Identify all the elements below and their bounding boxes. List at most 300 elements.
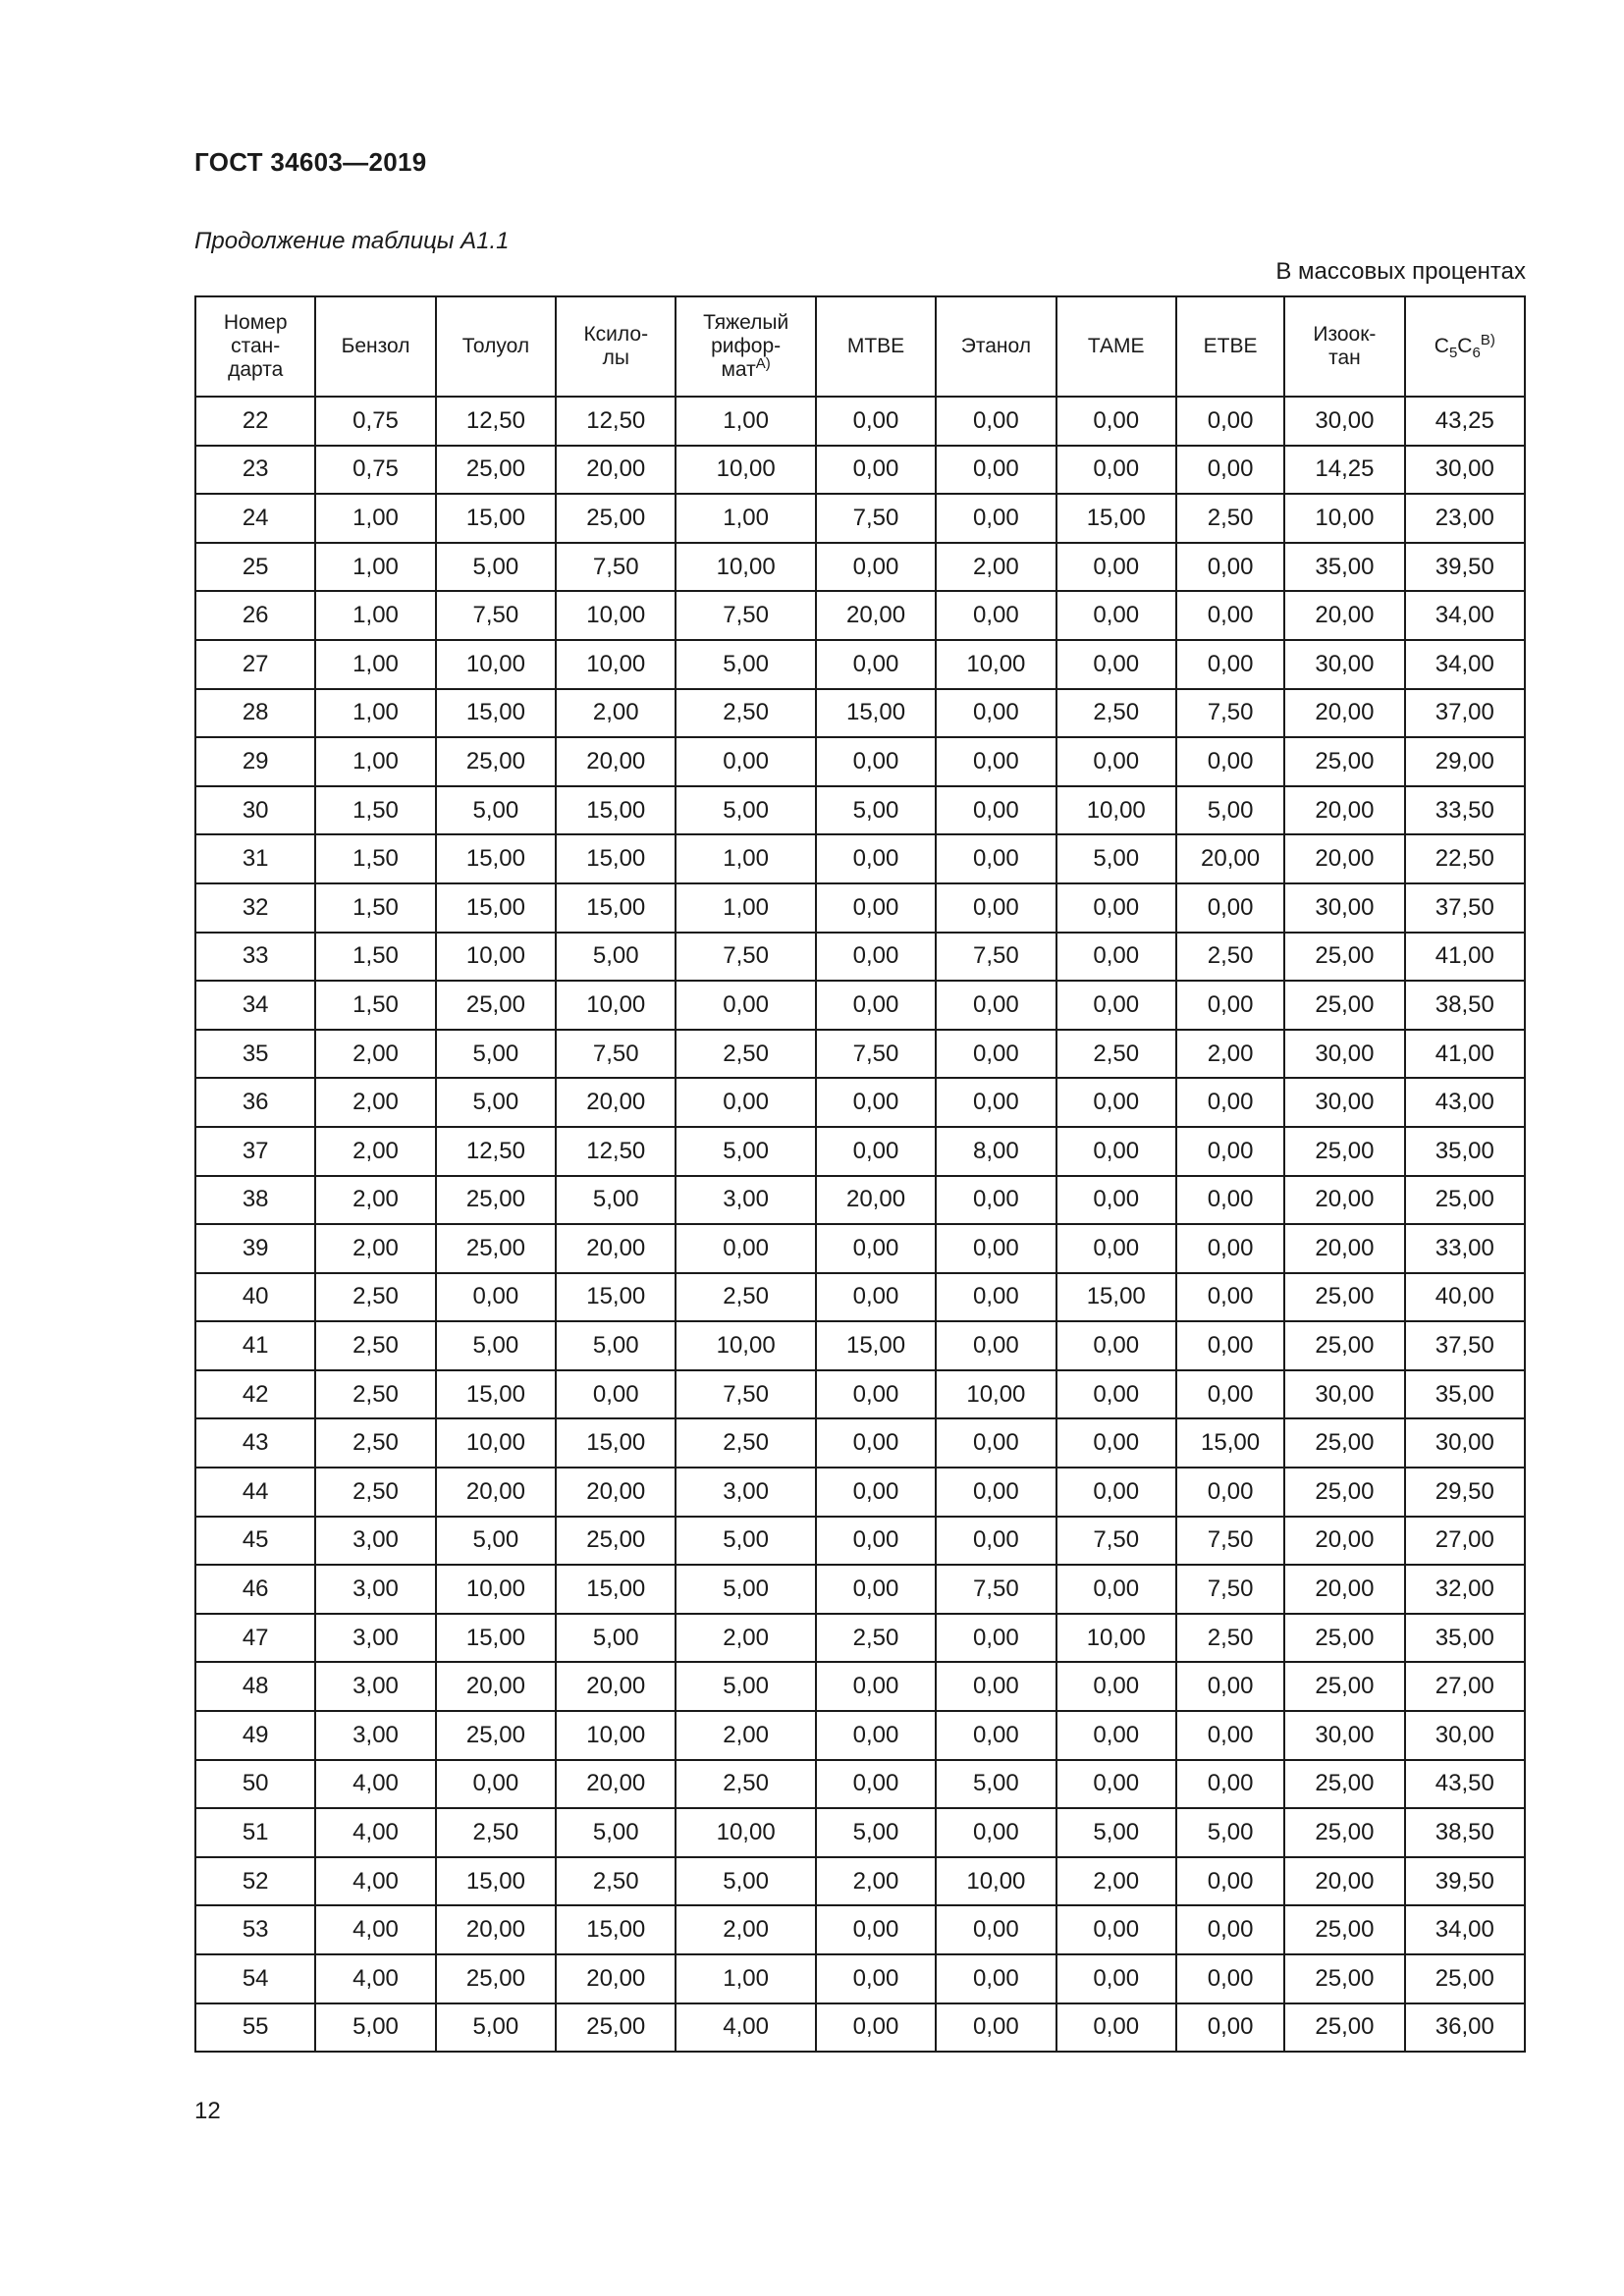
table-cell: 5,00 bbox=[676, 786, 815, 835]
table-cell: 25,00 bbox=[1284, 1418, 1404, 1468]
table-cell: 4,00 bbox=[315, 1857, 435, 1906]
table-cell: 29,50 bbox=[1405, 1468, 1525, 1517]
table-cell: 43,00 bbox=[1405, 1078, 1525, 1127]
table-cell: 20,00 bbox=[556, 1760, 676, 1809]
table-cell: 10,00 bbox=[1056, 1614, 1176, 1663]
table-cell: 7,50 bbox=[676, 933, 815, 982]
table-cell: 43,25 bbox=[1405, 397, 1525, 446]
table-cell: 2,50 bbox=[556, 1857, 676, 1906]
table-cell: 7,50 bbox=[676, 1370, 815, 1419]
table-cell: 1,50 bbox=[315, 883, 435, 933]
header-line: Изоок- bbox=[1313, 323, 1377, 346]
table-cell: 0,00 bbox=[816, 981, 936, 1030]
table-cell: 0,75 bbox=[315, 446, 435, 495]
table-row bbox=[195, 1905, 1525, 1954]
table-cell: 1,00 bbox=[676, 1954, 815, 2003]
table-cell: 0,00 bbox=[1176, 2003, 1284, 2053]
table-cell: 15,00 bbox=[436, 494, 556, 543]
table-cell: 7,50 bbox=[1176, 1517, 1284, 1566]
table-cell: 5,00 bbox=[1056, 834, 1176, 883]
table-cell: 2,00 bbox=[676, 1614, 815, 1663]
table-cell: 0,00 bbox=[936, 883, 1056, 933]
table-cell: 3,00 bbox=[676, 1176, 815, 1225]
table-cell: 0,00 bbox=[1176, 1857, 1284, 1906]
table-row bbox=[195, 1954, 1525, 2003]
standard-number-cell: 22 bbox=[195, 397, 315, 446]
table-cell: 4,00 bbox=[315, 1905, 435, 1954]
table-cell: 10,00 bbox=[676, 1321, 815, 1370]
table-cell: 0,00 bbox=[1176, 737, 1284, 786]
table-cell: 15,00 bbox=[436, 1370, 556, 1419]
table-cell: 2,00 bbox=[315, 1224, 435, 1273]
table-cell: 0,00 bbox=[1176, 1370, 1284, 1419]
table-cell: 0,00 bbox=[1056, 1127, 1176, 1176]
table-cell: 0,00 bbox=[816, 933, 936, 982]
table-cell: 15,00 bbox=[1176, 1418, 1284, 1468]
table-cell: 7,50 bbox=[676, 591, 815, 640]
table-cell: 0,00 bbox=[556, 1370, 676, 1419]
table-cell: 0,00 bbox=[936, 981, 1056, 1030]
table-cell: 5,00 bbox=[436, 1517, 556, 1566]
standard-number-cell: 37 bbox=[195, 1127, 315, 1176]
table-cell: 25,00 bbox=[1284, 2003, 1404, 2053]
table-cell: 4,00 bbox=[315, 1954, 435, 2003]
table-cell: 1,00 bbox=[315, 543, 435, 592]
table-cell: 0,00 bbox=[676, 1078, 815, 1127]
table-cell: 32,00 bbox=[1405, 1565, 1525, 1614]
table-cell: 7,50 bbox=[556, 1030, 676, 1079]
column-header bbox=[816, 296, 936, 397]
table-cell: 0,00 bbox=[816, 446, 936, 495]
table-row bbox=[195, 1176, 1525, 1225]
table-cell: 15,00 bbox=[436, 834, 556, 883]
table-cell: 5,00 bbox=[676, 1662, 815, 1711]
table-cell: 10,00 bbox=[556, 1711, 676, 1760]
header-line: Ксило- bbox=[583, 323, 649, 346]
table-cell: 5,00 bbox=[1056, 1808, 1176, 1857]
standard-number-cell: 41 bbox=[195, 1321, 315, 1370]
table-cell: 41,00 bbox=[1405, 1030, 1525, 1079]
table-cell: 0,00 bbox=[1176, 1760, 1284, 1809]
standard-number-cell: 38 bbox=[195, 1176, 315, 1225]
table-cell: 10,00 bbox=[556, 981, 676, 1030]
table-cell: 39,50 bbox=[1405, 543, 1525, 592]
table-cell: 30,00 bbox=[1284, 1030, 1404, 1079]
header-line: тан bbox=[1328, 347, 1361, 369]
table-cell: 20,00 bbox=[436, 1905, 556, 1954]
table-cell: 38,50 bbox=[1405, 981, 1525, 1030]
standard-number-cell: 32 bbox=[195, 883, 315, 933]
table-cell: 0,00 bbox=[1056, 2003, 1176, 2053]
document-header: ГОСТ 34603—2019 bbox=[194, 147, 427, 177]
standard-number-cell: 47 bbox=[195, 1614, 315, 1663]
standard-number-cell: 24 bbox=[195, 494, 315, 543]
table-cell: 7,50 bbox=[816, 494, 936, 543]
table-cell: 12,50 bbox=[556, 1127, 676, 1176]
table-cell: 10,00 bbox=[1284, 494, 1404, 543]
table-cell: 0,00 bbox=[816, 1127, 936, 1176]
table-cell: 10,00 bbox=[676, 1808, 815, 1857]
table-cell: 25,00 bbox=[436, 1954, 556, 2003]
column-header bbox=[1284, 296, 1404, 397]
table-cell: 10,00 bbox=[936, 1857, 1056, 1906]
table-row bbox=[195, 1662, 1525, 1711]
table-row bbox=[195, 1565, 1525, 1614]
table-cell: 15,00 bbox=[816, 689, 936, 738]
standard-number-cell: 51 bbox=[195, 1808, 315, 1857]
table-cell: 5,00 bbox=[676, 1565, 815, 1614]
formula-part: C bbox=[1457, 335, 1473, 357]
table-row bbox=[195, 591, 1525, 640]
table-cell: 0,00 bbox=[1056, 1418, 1176, 1468]
table-cell: 25,00 bbox=[436, 1176, 556, 1225]
table-cell: 0,00 bbox=[936, 591, 1056, 640]
table-cell: 10,00 bbox=[1056, 786, 1176, 835]
table-cell: 0,00 bbox=[816, 397, 936, 446]
table-cell: 29,00 bbox=[1405, 737, 1525, 786]
table-cell: 2,50 bbox=[1176, 494, 1284, 543]
table-cell: 7,50 bbox=[1176, 1565, 1284, 1614]
table-cell: 0,00 bbox=[936, 1614, 1056, 1663]
table-cell: 0,00 bbox=[816, 1760, 936, 1809]
table-cell: 15,00 bbox=[556, 1905, 676, 1954]
table-cell: 0,00 bbox=[936, 737, 1056, 786]
table-cell: 0,00 bbox=[1176, 1176, 1284, 1225]
standard-number-cell: 54 bbox=[195, 1954, 315, 2003]
table-cell: 3,00 bbox=[315, 1614, 435, 1663]
table-cell: 0,00 bbox=[436, 1760, 556, 1809]
table-cell: 0,00 bbox=[936, 786, 1056, 835]
table-cell: 5,00 bbox=[1176, 786, 1284, 835]
table-cell: 10,00 bbox=[936, 640, 1056, 689]
header-label bbox=[703, 311, 788, 382]
table-cell: 0,00 bbox=[1176, 446, 1284, 495]
table-cell: 0,00 bbox=[1056, 1321, 1176, 1370]
table-row bbox=[195, 883, 1525, 933]
table-cell: 0,00 bbox=[816, 1711, 936, 1760]
table-cell: 27,00 bbox=[1405, 1517, 1525, 1566]
table-cell: 15,00 bbox=[436, 689, 556, 738]
table-cell: 0,00 bbox=[936, 1517, 1056, 1566]
table-cell: 25,00 bbox=[556, 494, 676, 543]
standard-number-cell: 44 bbox=[195, 1468, 315, 1517]
table-cell: 0,00 bbox=[936, 397, 1056, 446]
table-cell: 2,50 bbox=[315, 1418, 435, 1468]
table-row bbox=[195, 494, 1525, 543]
table-row bbox=[195, 543, 1525, 592]
table-cell: 0,00 bbox=[936, 1662, 1056, 1711]
table-cell: 0,00 bbox=[816, 1078, 936, 1127]
table-cell: 5,00 bbox=[1176, 1808, 1284, 1857]
column-header bbox=[1056, 296, 1176, 397]
table-cell: 10,00 bbox=[676, 543, 815, 592]
header-label bbox=[847, 335, 904, 358]
table-cell: 15,00 bbox=[436, 883, 556, 933]
table-cell: 3,00 bbox=[315, 1662, 435, 1711]
table-cell: 20,00 bbox=[556, 1468, 676, 1517]
table-cell: 2,50 bbox=[436, 1808, 556, 1857]
table-row bbox=[195, 446, 1525, 495]
standard-number-cell: 46 bbox=[195, 1565, 315, 1614]
column-header bbox=[936, 296, 1056, 397]
table-row bbox=[195, 1273, 1525, 1322]
table-cell: 0,00 bbox=[676, 1224, 815, 1273]
standard-number-cell: 42 bbox=[195, 1370, 315, 1419]
table-cell: 0,00 bbox=[1056, 1662, 1176, 1711]
standard-number-cell: 53 bbox=[195, 1905, 315, 1954]
table-cell: 0,00 bbox=[816, 1468, 936, 1517]
table-cell: 25,00 bbox=[436, 1711, 556, 1760]
table-cell: 1,50 bbox=[315, 981, 435, 1030]
standard-number-cell: 34 bbox=[195, 981, 315, 1030]
table-cell: 3,00 bbox=[315, 1517, 435, 1566]
table-cell: 1,00 bbox=[676, 883, 815, 933]
table-cell: 2,50 bbox=[1056, 689, 1176, 738]
table-cell: 20,00 bbox=[816, 1176, 936, 1225]
table-cell: 0,00 bbox=[816, 1224, 936, 1273]
table-cell: 25,00 bbox=[1284, 1321, 1404, 1370]
table-cell: 22,50 bbox=[1405, 834, 1525, 883]
table-cell: 20,00 bbox=[556, 737, 676, 786]
table-cell: 30,00 bbox=[1284, 883, 1404, 933]
table-cell: 20,00 bbox=[556, 1224, 676, 1273]
table-cell: 30,00 bbox=[1405, 446, 1525, 495]
table-cell: 10,00 bbox=[436, 1565, 556, 1614]
standard-number-cell: 36 bbox=[195, 1078, 315, 1127]
table-cell: 15,00 bbox=[1056, 494, 1176, 543]
table-cell: 20,00 bbox=[1284, 689, 1404, 738]
table-cell: 1,00 bbox=[315, 591, 435, 640]
table-row bbox=[195, 1030, 1525, 1079]
table-cell: 0,00 bbox=[436, 1273, 556, 1322]
table-cell: 20,00 bbox=[816, 591, 936, 640]
table-cell: 5,00 bbox=[936, 1760, 1056, 1809]
standard-number-cell: 25 bbox=[195, 543, 315, 592]
formula-part: 5 bbox=[1448, 345, 1458, 362]
standard-number-cell: 48 bbox=[195, 1662, 315, 1711]
table-cell: 0,00 bbox=[816, 1565, 936, 1614]
table-cell: 0,00 bbox=[1056, 397, 1176, 446]
table-cell: 0,00 bbox=[1176, 1711, 1284, 1760]
table-cell: 7,50 bbox=[816, 1030, 936, 1079]
table-cell: 0,00 bbox=[1056, 1468, 1176, 1517]
table-cell: 20,00 bbox=[556, 1662, 676, 1711]
table-cell: 12,50 bbox=[436, 1127, 556, 1176]
table-cell: 25,00 bbox=[556, 2003, 676, 2053]
table-cell: 23,00 bbox=[1405, 494, 1525, 543]
table-cell: 20,00 bbox=[556, 1954, 676, 2003]
table-cell: 40,00 bbox=[1405, 1273, 1525, 1322]
header-row bbox=[195, 296, 1525, 397]
table-cell: 2,00 bbox=[1056, 1857, 1176, 1906]
table-cell: 5,00 bbox=[676, 1127, 815, 1176]
table-row bbox=[195, 1127, 1525, 1176]
table-cell: 0,00 bbox=[1056, 1760, 1176, 1809]
table-cell: 5,00 bbox=[436, 543, 556, 592]
header-line: дарта bbox=[228, 358, 284, 381]
standard-number-cell: 26 bbox=[195, 591, 315, 640]
table-cell: 34,00 bbox=[1405, 1905, 1525, 1954]
header-line: Этанол bbox=[960, 335, 1031, 357]
header-label bbox=[1313, 323, 1376, 370]
table-cell: 35,00 bbox=[1284, 543, 1404, 592]
table-cell: 20,00 bbox=[1284, 786, 1404, 835]
table-cell: 2,00 bbox=[315, 1127, 435, 1176]
header-label bbox=[961, 335, 1031, 358]
table-row bbox=[195, 1468, 1525, 1517]
table-cell: 1,50 bbox=[315, 933, 435, 982]
table-cell: 0,00 bbox=[1056, 1905, 1176, 1954]
table-cell: 14,25 bbox=[1284, 446, 1404, 495]
standard-number-cell: 39 bbox=[195, 1224, 315, 1273]
table-cell: 15,00 bbox=[556, 1273, 676, 1322]
table-cell: 10,00 bbox=[556, 591, 676, 640]
table-cell: 2,50 bbox=[1176, 933, 1284, 982]
table-row bbox=[195, 1760, 1525, 1809]
table-cell: 2,50 bbox=[816, 1614, 936, 1663]
table-cell: 2,00 bbox=[1176, 1030, 1284, 1079]
table-cell: 5,00 bbox=[816, 786, 936, 835]
table-row bbox=[195, 1614, 1525, 1663]
table-cell: 25,00 bbox=[1284, 1662, 1404, 1711]
table-cell: 15,00 bbox=[816, 1321, 936, 1370]
table-cell: 1,00 bbox=[676, 494, 815, 543]
table-cell: 35,00 bbox=[1405, 1370, 1525, 1419]
table-cell: 0,00 bbox=[1056, 1711, 1176, 1760]
header-label bbox=[1088, 335, 1145, 358]
table-cell: 0,00 bbox=[936, 1030, 1056, 1079]
table-cell: 0,00 bbox=[1056, 883, 1176, 933]
table-cell: 25,00 bbox=[1284, 1468, 1404, 1517]
table-cell: 15,00 bbox=[436, 1857, 556, 1906]
table-cell: 0,00 bbox=[816, 2003, 936, 2053]
table-cell: 0,00 bbox=[1056, 1224, 1176, 1273]
table-cell: 25,00 bbox=[1405, 1176, 1525, 1225]
table-row bbox=[195, 2003, 1525, 2053]
table-cell: 10,00 bbox=[436, 1418, 556, 1468]
table-cell: 30,00 bbox=[1284, 1078, 1404, 1127]
column-header bbox=[436, 296, 556, 397]
table-cell: 37,00 bbox=[1405, 689, 1525, 738]
table-cell: 0,00 bbox=[1056, 1565, 1176, 1614]
table-cell: 5,00 bbox=[556, 933, 676, 982]
table-cell: 20,00 bbox=[1284, 1224, 1404, 1273]
header-line: стан- bbox=[231, 335, 281, 357]
table-row bbox=[195, 1517, 1525, 1566]
table-cell: 0,00 bbox=[936, 689, 1056, 738]
table-cell: 2,00 bbox=[676, 1905, 815, 1954]
table-cell: 20,00 bbox=[1284, 1565, 1404, 1614]
table-cell: 0,00 bbox=[676, 737, 815, 786]
table-cell: 15,00 bbox=[1056, 1273, 1176, 1322]
table-cell: 4,00 bbox=[676, 2003, 815, 2053]
header-label bbox=[583, 323, 648, 370]
table-cell: 0,00 bbox=[816, 737, 936, 786]
standard-number-cell: 52 bbox=[195, 1857, 315, 1906]
table-cell: 30,00 bbox=[1284, 1370, 1404, 1419]
table-cell: 0,00 bbox=[816, 640, 936, 689]
table-cell: 2,50 bbox=[315, 1273, 435, 1322]
table-cell: 7,50 bbox=[1056, 1517, 1176, 1566]
table-row bbox=[195, 1224, 1525, 1273]
table-cell: 1,00 bbox=[315, 640, 435, 689]
table-cell: 0,00 bbox=[936, 1418, 1056, 1468]
header-line: Тяжелый bbox=[703, 311, 789, 334]
table-cell: 0,00 bbox=[816, 883, 936, 933]
table-cell: 30,00 bbox=[1284, 640, 1404, 689]
header-line: лы bbox=[602, 347, 629, 369]
table-cell: 2,50 bbox=[1176, 1614, 1284, 1663]
table-row bbox=[195, 1711, 1525, 1760]
table-cell: 25,00 bbox=[436, 446, 556, 495]
table-cell: 2,50 bbox=[676, 1760, 815, 1809]
standard-number-cell: 49 bbox=[195, 1711, 315, 1760]
composition-table bbox=[194, 295, 1526, 2053]
header-line: рифор- bbox=[711, 335, 782, 357]
table-cell: 25,00 bbox=[1284, 1273, 1404, 1322]
table-cell: 2,00 bbox=[315, 1176, 435, 1225]
table-cell: 0,00 bbox=[1176, 1127, 1284, 1176]
table-cell: 20,00 bbox=[1284, 1176, 1404, 1225]
table-row bbox=[195, 786, 1525, 835]
header-line: мат bbox=[721, 358, 756, 381]
standard-number-cell: 45 bbox=[195, 1517, 315, 1566]
table-cell: 0,00 bbox=[1176, 1273, 1284, 1322]
table-cell: 0,00 bbox=[1056, 1370, 1176, 1419]
table-cell: 0,00 bbox=[1176, 1468, 1284, 1517]
table-cell: 25,00 bbox=[436, 737, 556, 786]
table-cell: 25,00 bbox=[1284, 1760, 1404, 1809]
table-cell: 0,00 bbox=[1176, 883, 1284, 933]
table-row bbox=[195, 981, 1525, 1030]
header-line: Номер bbox=[223, 311, 288, 334]
column-header bbox=[1176, 296, 1284, 397]
table-cell: 3,00 bbox=[315, 1565, 435, 1614]
table-cell: 0,00 bbox=[936, 1273, 1056, 1322]
table-cell: 25,00 bbox=[1284, 1954, 1404, 2003]
column-header bbox=[676, 296, 815, 397]
table-cell: 4,00 bbox=[315, 1808, 435, 1857]
table-cell: 30,00 bbox=[1405, 1418, 1525, 1468]
column-header bbox=[315, 296, 435, 397]
header-line: Толуол bbox=[461, 335, 530, 357]
table-cell: 25,00 bbox=[436, 1224, 556, 1273]
table-cell: 25,00 bbox=[1284, 1808, 1404, 1857]
standard-number-cell: 30 bbox=[195, 786, 315, 835]
table-cell: 0,00 bbox=[1176, 1224, 1284, 1273]
table-cell: 43,50 bbox=[1405, 1760, 1525, 1809]
table-cell: 7,50 bbox=[936, 933, 1056, 982]
table-cell: 1,00 bbox=[676, 397, 815, 446]
table-cell: 35,00 bbox=[1405, 1614, 1525, 1663]
table-cell: 5,00 bbox=[556, 1808, 676, 1857]
table-cell: 0,00 bbox=[936, 1224, 1056, 1273]
table-cell: 0,00 bbox=[1176, 543, 1284, 592]
formula-label bbox=[1434, 332, 1495, 362]
table-cell: 2,50 bbox=[676, 1273, 815, 1322]
table-cell: 0,00 bbox=[1176, 1662, 1284, 1711]
table-cell: 25,00 bbox=[1284, 933, 1404, 982]
table-cell: 2,50 bbox=[315, 1321, 435, 1370]
table-cell: 0,00 bbox=[816, 543, 936, 592]
table-cell: 0,00 bbox=[816, 1370, 936, 1419]
table-cell: 33,50 bbox=[1405, 786, 1525, 835]
table-cell: 7,50 bbox=[556, 543, 676, 592]
table-cell: 1,00 bbox=[315, 494, 435, 543]
table-cell: 4,00 bbox=[315, 1760, 435, 1809]
table-cell: 0,00 bbox=[1056, 1078, 1176, 1127]
table-cell: 15,00 bbox=[436, 1614, 556, 1663]
